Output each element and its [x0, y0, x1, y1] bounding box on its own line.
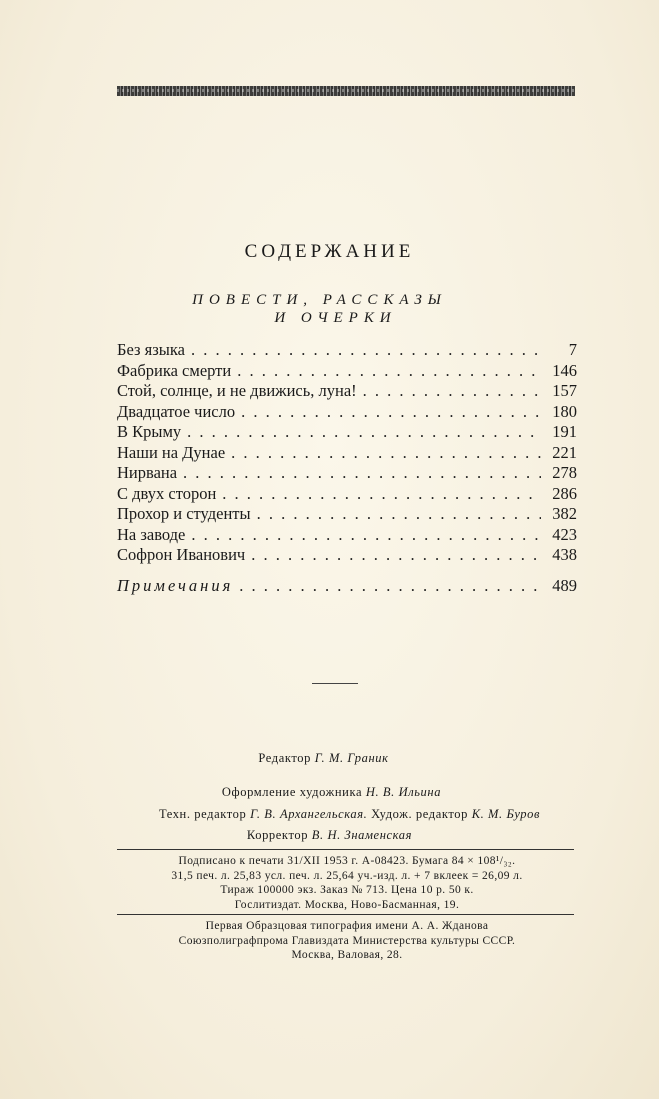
toc-notes-title: Примечания: [117, 575, 234, 595]
toc-entry-page: 278: [552, 463, 577, 482]
leader-dots: [191, 340, 541, 361]
art-label: Худож. редактор: [371, 807, 468, 821]
toc-entry-page: 423: [552, 524, 577, 544]
toc-entry-title: На заводе: [117, 524, 186, 544]
imprint-line: 31,5 печ. л. 25,83 усл. печ. л. 25,64 уч.-изд. л. + 7 вклеек = 26,09 л.: [171, 869, 523, 882]
imprint-top-rule: [117, 849, 574, 850]
tech-label: Техн. редактор: [158, 807, 247, 821]
leader-dots: [237, 361, 541, 382]
leader-dots: [251, 545, 541, 566]
section-heading-line-1: ПОВЕСТИ, РАССКАЗЫ: [192, 292, 447, 308]
toc-notes-page: 489: [552, 575, 577, 595]
toc-entry: [117, 402, 577, 423]
toc-entry-title: В Крыму: [117, 422, 182, 441]
toc-entry-page: 146: [552, 360, 577, 380]
toc-entry-page: 286: [552, 483, 577, 503]
section-heading-line-2: И ОЧЕРКИ: [274, 310, 397, 326]
toc-entry-title: Наши на Дунае: [117, 442, 226, 462]
imprint-bottom-rule: [117, 914, 574, 915]
page-title: СОДЕРЖАНИЕ: [244, 241, 415, 262]
tech-art-credit: [20, 807, 659, 822]
decorative-top-rule: [117, 86, 575, 96]
design-name: Н. В. Ильина: [365, 785, 442, 799]
toc-entry-page: 221: [552, 442, 577, 462]
toc-entry: [117, 463, 577, 484]
toc-entry: [117, 504, 577, 525]
leader-dots: [222, 484, 541, 505]
toc-entry: [117, 422, 577, 443]
toc-entry-title: Стой, солнце, и не движись, луна!: [117, 381, 357, 400]
imprint-line: Подписано к печати 31/XII 1953 г. А-08423. Бумага 84 × 108¹/₃₂.: [178, 855, 516, 867]
section-divider: [312, 683, 358, 684]
toc-entry-page: 180: [552, 401, 577, 421]
toc-entry: [117, 545, 577, 566]
toc-entry-title: С двух сторон: [117, 483, 217, 503]
leader-dots: [231, 443, 541, 464]
design-credit: [2, 785, 659, 800]
leader-dots: [241, 402, 541, 423]
leader-dots: [239, 576, 541, 597]
toc-entry: [117, 361, 577, 382]
toc-entry: [117, 340, 577, 361]
leader-dots: [183, 463, 541, 484]
toc-entry-page: 438: [552, 545, 577, 564]
printer-line: Москва, Валовая, 28.: [291, 949, 403, 961]
toc-entry-page: 7: [568, 340, 577, 359]
toc-entry-title: Фабрика смерти: [117, 360, 232, 380]
leader-dots: [191, 525, 541, 546]
toc-entry-title: Без языка: [117, 340, 185, 359]
corrector-label: Корректор: [246, 828, 309, 842]
toc-entry-page: 157: [552, 381, 577, 400]
toc-entry: [117, 484, 577, 505]
printer-line: Союзполиграфпрома Главиздата Министерства культуры СССР.: [178, 934, 516, 947]
leader-dots: [257, 504, 541, 525]
toc-entry-page: 382: [552, 504, 577, 523]
imprint-line: Тираж 100000 экз. Заказ № 713. Цена 10 р. 50 к.: [220, 884, 474, 896]
leader-dots: [363, 381, 541, 402]
toc-entry-page: 191: [552, 422, 577, 441]
design-label: Оформление художника: [221, 785, 363, 799]
corrector-name: В. Н. Знаменская: [311, 828, 413, 842]
toc-entry-title: Нирвана: [117, 463, 178, 482]
toc-entry: [117, 381, 577, 402]
art-name: К. М. Буров: [471, 807, 541, 821]
editor-name: Г. М. Граник: [314, 751, 389, 765]
leader-dots: [187, 422, 541, 443]
toc-entry-title: Софрон Иванович: [117, 545, 246, 564]
toc-entry-title: Прохор и студенты: [117, 504, 251, 523]
editor-credit: [0, 751, 653, 766]
toc-entry-title: Двадцатое число: [117, 401, 236, 421]
imprint-line: Гослитиздат. Москва, Ново-Басманная, 19.: [234, 898, 460, 911]
tech-name: Г. В. Архангельская.: [250, 807, 368, 821]
printer-line: Первая Образцовая типография имени А. А. Жданова: [205, 920, 489, 932]
editor-label: Редактор: [258, 751, 311, 765]
printer-block: [117, 919, 577, 963]
toc-entry: [117, 443, 577, 464]
corrector-credit: [0, 828, 659, 843]
imprint-block: [117, 854, 577, 912]
table-of-contents: [117, 340, 577, 596]
toc-entry: [117, 525, 577, 546]
toc-entry-notes: [117, 576, 577, 597]
